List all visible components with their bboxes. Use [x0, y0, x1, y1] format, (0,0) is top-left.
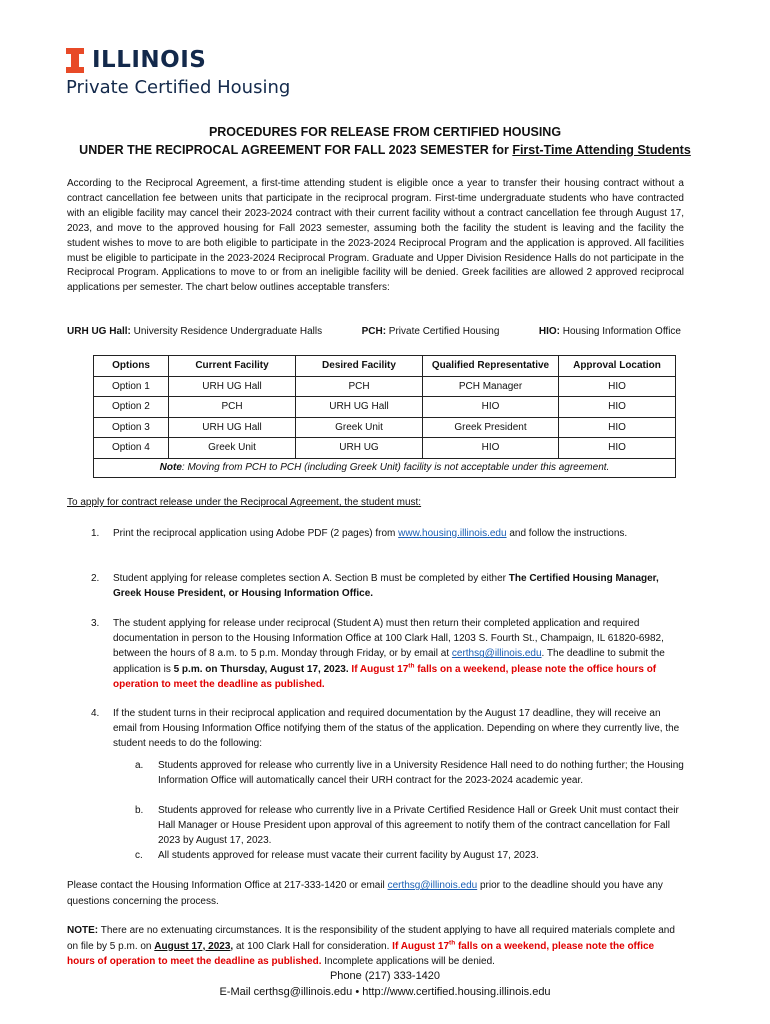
table-cell: HIO: [423, 397, 559, 418]
table-cell: Greek Unit: [169, 438, 296, 459]
table-cell: Option 4: [94, 438, 169, 459]
table-cell: Greek Unit: [296, 417, 423, 438]
footer-phone: Phone (217) 333-1420: [329, 970, 441, 982]
table-cell: URH UG: [296, 438, 423, 459]
table-cell: HIO: [559, 376, 676, 397]
footer-email: E-Mail certhsg@illinois.edu • http://www.certified.housing.illinois.edu: [219, 986, 551, 998]
table-cell: HIO: [559, 438, 676, 459]
apply-heading: To apply for contract release under the Reciprocal Agreement, the student must:: [67, 497, 422, 508]
table-row: [94, 376, 676, 397]
table-header-cell: Options: [94, 356, 169, 377]
legend-item-hio: HIO: Housing Information Office: [538, 326, 681, 337]
table-cell: URH UG Hall: [169, 417, 296, 438]
housing-website-link[interactable]: www.housing.illinois.edu: [398, 528, 507, 539]
table-cell: PCH: [296, 376, 423, 397]
table-cell: HIO: [559, 417, 676, 438]
illinois-wordmark: ILLINOIS: [92, 47, 207, 73]
table-note-row: [94, 458, 676, 477]
table-cell: PCH Manager: [423, 376, 559, 397]
step-2: 2. Student applying for release completes section A. Section B must be completed by either The Certified Housing Manager, Greek House President, or Housing Information Office.: [91, 573, 659, 600]
table-cell: PCH: [169, 397, 296, 418]
email-link[interactable]: certhsg@illinois.edu: [451, 648, 542, 660]
table-cell: Option 1: [94, 376, 169, 397]
contact-email-link[interactable]: certhsg@illinois.edu: [387, 880, 478, 891]
table-cell: Option 2: [94, 397, 169, 418]
step-3: 3. The student applying for release under reciprocal (Student A) must then return their completed application and required documentation in person to the Housing Information Office at 100 Clark Hall, 1203 S. Fourth St., Champaign, IL 61820-6982, between the hours of 8 a.m. to 5 p.m. Monday through Friday, or by email at certhsg@illinois.edu. The deadline to submit the application is 5 p.m. on Thursday, August 17, 2023. If August 17th falls on a weekend, please note the office hours of operation to meet the deadline as published.: [91, 618, 665, 690]
transfer-options-table: [93, 355, 676, 478]
table-header-row: [94, 356, 676, 377]
table-cell: URH UG Hall: [169, 376, 296, 397]
step-4: 4. If the student turns in their reciprocal application and required documentation by the August 17 deadline, they will receive an email from Housing Information Office notifying them of the status of the application. Depending on where they currently live, the student needs to do the following:: [91, 708, 680, 750]
table-note: Note: Moving from PCH to PCH (including Greek Unit) facility is not acceptable under this agreement.: [94, 458, 676, 477]
table-cell: Greek President: [423, 417, 559, 438]
table-header-cell: Approval Location: [559, 356, 676, 377]
table-row: [94, 397, 676, 418]
block-i-icon: [66, 48, 84, 73]
table-row: [94, 417, 676, 438]
illinois-logo: [66, 48, 290, 98]
subitem-c: c. All students approved for release must vacate their current facility by August 17, 2023.: [135, 850, 539, 861]
table-row: [94, 438, 676, 459]
legend-item-urh: URH UG Hall: University Residence Undergraduate Halls: [67, 326, 323, 337]
table-header-cell: Current Facility: [169, 356, 296, 377]
table-header-cell: Desired Facility: [296, 356, 423, 377]
final-note: NOTE: There are no extenuating circumstances. It is the responsibility of the student applying to have all required materials complete and on file by 5 p.m. on August 17, 2023, at 100 Clark Hall for consideration. If August 17th falls on a weekend, please note the office hours of operation to meet the deadline as published. Incomplete applications will be denied.: [67, 925, 675, 967]
abbreviation-legend: [67, 326, 681, 337]
intro-paragraph: According to the Reciprocal Agreement, a first-time attending student is eligible once a year to transfer their housing contract without a contract cancellation fee between units that participate in the reciprocal program. First-time undergraduate students who have contracted with an eligible facility may cancel their 2023-2024 contract with their current facility without a contract cancellation fee through August 17, 2023, and move to the approved housing for Fall 2023 semester, assuming both the facility the student is leaving and the facility the student wishes to move to are both eligible to participate in the 2023-2024 Reciprocal Program and the application is approved. All facilities must be eligible to participate in the 2023-2024 Reciprocal Program. Graduate and Upper Division Residence Halls do not participate in the Reciprocal Program. Applications to move to or from an ineligible facility will be denied. Greek facilities are allowed 2 approved reciprocal applications per semester. The chart below outlines acceptable transfers:: [67, 178, 684, 294]
table-header-cell: Qualified Representative: [423, 356, 559, 377]
table-cell: Option 3: [94, 417, 169, 438]
table-cell: URH UG Hall: [296, 397, 423, 418]
subbrand-title: Private Certified Housing: [66, 77, 291, 98]
table-cell: HIO: [559, 397, 676, 418]
subitem-b: b. Students approved for release who currently live in a Private Certified Residence Hall or Greek Unit must contact their Hall Manager or House President upon approval of this agreement to notify them of the contract cancellation for Fall 2023 by August 17, 2023.: [135, 805, 679, 847]
subitem-a: a. Students approved for release who currently live in a University Residence Hall need to do nothing further; the Housing Information Office will automatically cancel their URH contract for the 2023-2024 academic year.: [135, 760, 684, 787]
legend-item-pch: PCH: Private Certified Housing: [361, 326, 500, 337]
table-cell: HIO: [423, 438, 559, 459]
step-1: 1. Print the reciprocal application using Adobe PDF (2 pages) from www.housing.illinois.edu and follow the instructions.: [91, 528, 628, 539]
page-subtitle: UNDER THE RECIPROCAL AGREEMENT FOR FALL 2023 SEMESTER for First-Time Attending Students: [79, 143, 691, 157]
contact-paragraph: Please contact the Housing Information Office at 217-333-1420 or email certhsg@illinois.edu prior to the deadline should you have any questions concerning the process.: [67, 880, 663, 907]
page-title: PROCEDURES FOR RELEASE FROM CERTIFIED HOUSING: [208, 125, 562, 139]
